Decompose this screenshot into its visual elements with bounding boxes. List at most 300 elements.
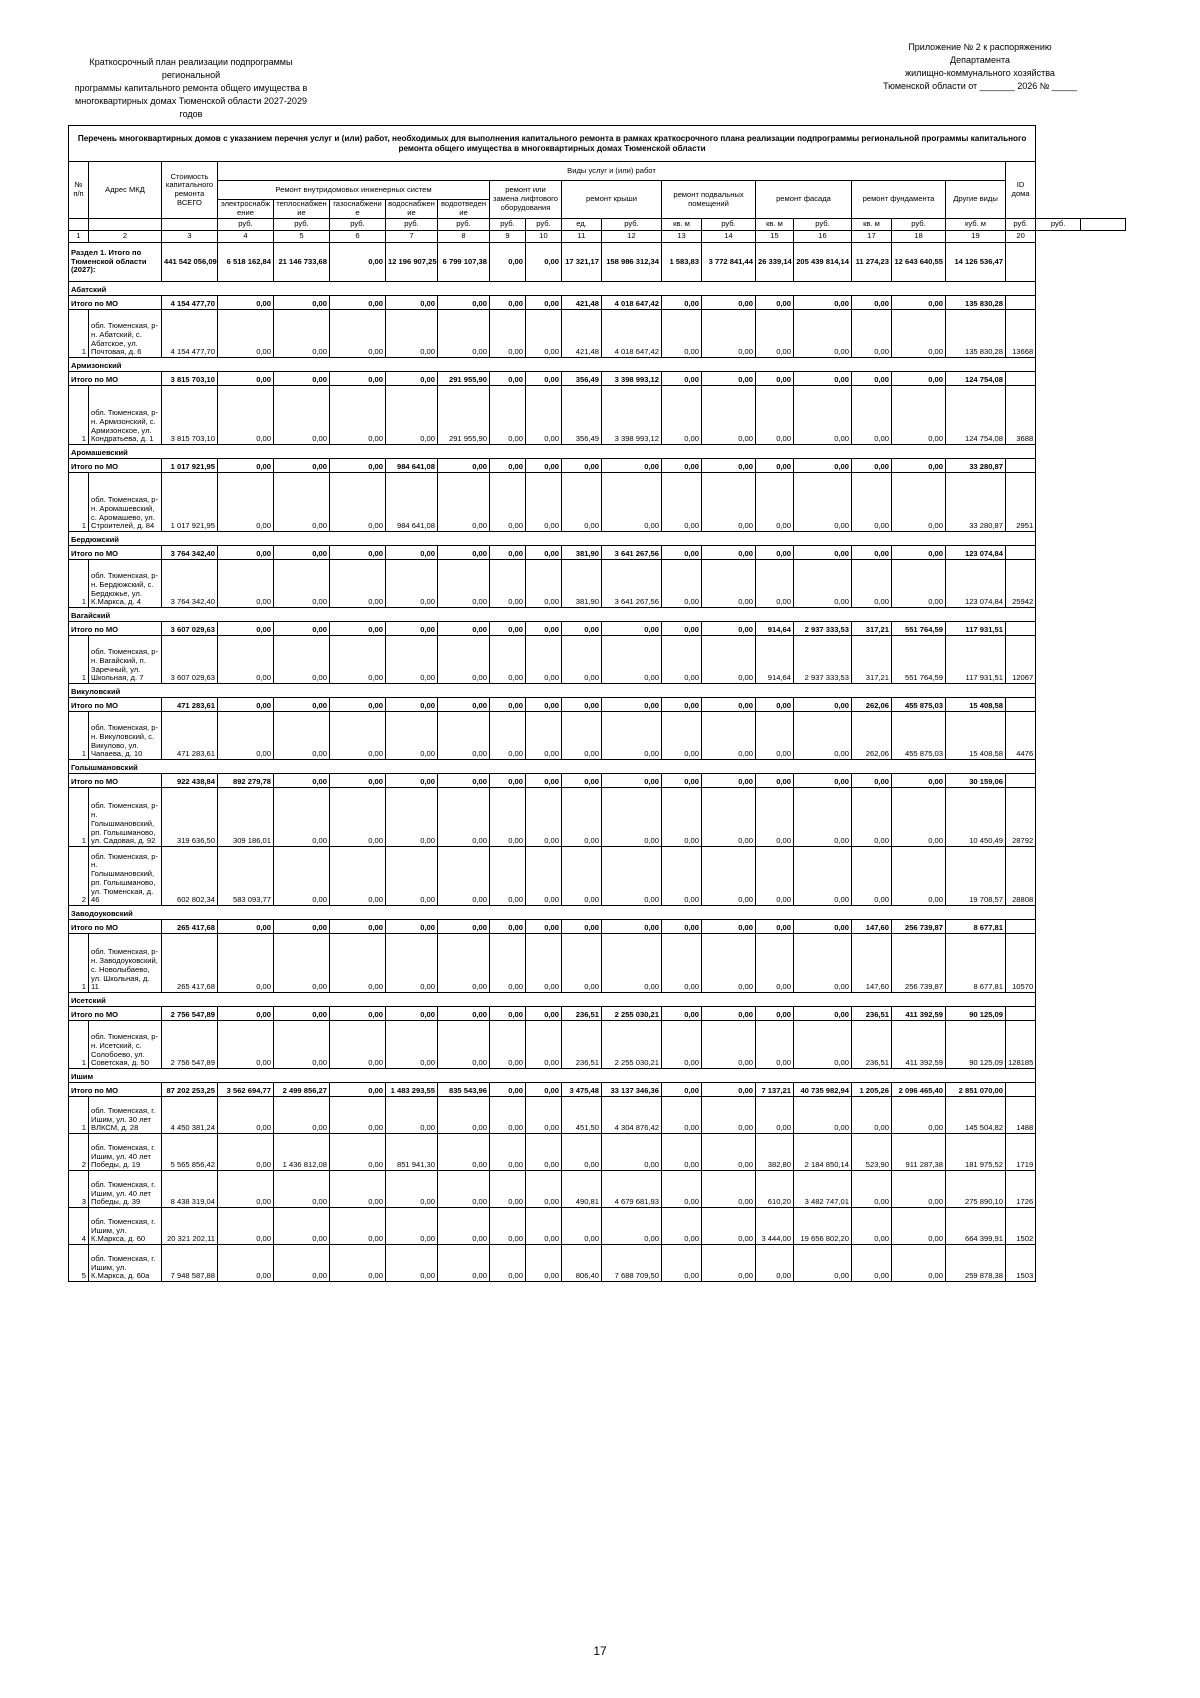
- column-number-cell: 5: [274, 231, 330, 243]
- column-number-cell: 11: [562, 231, 602, 243]
- unit-cell: руб.: [274, 219, 330, 231]
- house-value: 0,00: [662, 1245, 702, 1282]
- house-address: обл. Тюменская, р-н. Вагайский, п. Заречный, ул. Школьная, д. 7: [89, 636, 162, 684]
- municipality-sum-value: 455 875,03: [892, 698, 946, 712]
- municipality-sum-value: 0,00: [662, 296, 702, 310]
- municipality-sum-value: 0,00: [274, 296, 330, 310]
- unit-cell: руб.: [1006, 219, 1036, 231]
- municipality-sum-value: 265 417,68: [162, 920, 218, 934]
- house-row: [69, 636, 1126, 684]
- municipality-sum-value: 0,00: [526, 372, 562, 386]
- house-number: 4: [69, 1208, 89, 1245]
- municipality-sum-value: 0,00: [218, 920, 274, 934]
- house-address: обл. Тюменская, р-н. Абатский, с. Абатское, ул. Почтовая, д. 6: [89, 310, 162, 358]
- house-value: 3 398 993,12: [602, 386, 662, 445]
- house-address: обл. Тюменская, г. Ишим, ул. К.Маркса, д. 60а: [89, 1245, 162, 1282]
- municipality-sum-label: Итого по МО: [69, 1007, 162, 1021]
- house-value: 0,00: [526, 386, 562, 445]
- municipality-sum-value: 0,00: [794, 920, 852, 934]
- municipality-sum-value: 0,00: [330, 622, 386, 636]
- house-value: 0,00: [330, 560, 386, 608]
- column-number-cell: 19: [946, 231, 1006, 243]
- column-number-cell: 18: [892, 231, 946, 243]
- municipality-sum-value: 1 017 921,95: [162, 459, 218, 473]
- house-value: 0,00: [330, 473, 386, 532]
- units-row: [69, 219, 1126, 231]
- house-id: 1502: [1006, 1208, 1036, 1245]
- municipality-sum-value: 87 202 253,25: [162, 1083, 218, 1097]
- house-id: 12067: [1006, 636, 1036, 684]
- house-value: 0,00: [756, 310, 794, 358]
- municipality-sum-row: [69, 1083, 1126, 1097]
- municipality-sum-value: 3 398 993,12: [602, 372, 662, 386]
- column-number-cell: 17: [852, 231, 892, 243]
- house-value: 0,00: [892, 386, 946, 445]
- municipality-sum-value: 40 735 982,94: [794, 1083, 852, 1097]
- municipality-sum-id-empty: [1006, 698, 1036, 712]
- municipality-sum-id-empty: [1006, 622, 1036, 636]
- house-value: 0,00: [702, 636, 756, 684]
- municipality-sum-value: 0,00: [386, 372, 438, 386]
- municipality-sum-value: 317,21: [852, 622, 892, 636]
- municipality-sum-value: 3 475,48: [562, 1083, 602, 1097]
- unit-cell: ед.: [562, 219, 602, 231]
- house-value: 0,00: [330, 1245, 386, 1282]
- municipality-sum-value: 256 739,87: [892, 920, 946, 934]
- municipality-sum-value: 0,00: [526, 774, 562, 788]
- municipality-sum-value: 2 096 465,40: [892, 1083, 946, 1097]
- house-value: 0,00: [794, 934, 852, 993]
- house-value: 0,00: [892, 847, 946, 906]
- col-header-cost: Стоимость капитального ремонта ВСЕГО: [162, 162, 218, 219]
- municipality-sum-value: 0,00: [794, 372, 852, 386]
- house-value: 275 890,10: [946, 1171, 1006, 1208]
- house-value: 0,00: [702, 560, 756, 608]
- header-right-line: Приложение № 2 к распоряжению Департамента: [908, 42, 1052, 65]
- municipality-sum-value: 0,00: [386, 546, 438, 560]
- municipality-sum-value: 356,49: [562, 372, 602, 386]
- house-value: 147,60: [852, 934, 892, 993]
- municipality-sum-value: 0,00: [218, 1007, 274, 1021]
- region-total-row: [69, 243, 1126, 282]
- column-number-cell: 10: [526, 231, 562, 243]
- house-value: 0,00: [274, 1245, 330, 1282]
- municipality-sum-value: 0,00: [702, 1007, 756, 1021]
- house-value: 259 878,38: [946, 1245, 1006, 1282]
- house-value: 0,00: [386, 1245, 438, 1282]
- municipality-sum-value: 262,06: [852, 698, 892, 712]
- municipality-name: Вагайский: [69, 608, 1036, 622]
- house-value: 0,00: [490, 1134, 526, 1171]
- municipality-name-row: [69, 993, 1126, 1007]
- house-value: 0,00: [794, 386, 852, 445]
- house-value: 0,00: [490, 1245, 526, 1282]
- house-value: 0,00: [702, 1097, 756, 1134]
- house-value: 4 304 876,42: [602, 1097, 662, 1134]
- municipality-name-row: [69, 445, 1126, 459]
- house-value: 0,00: [490, 1021, 526, 1069]
- house-value: 0,00: [794, 1245, 852, 1282]
- house-value: 0,00: [274, 636, 330, 684]
- house-value: 0,00: [852, 1245, 892, 1282]
- municipality-name-row: [69, 760, 1126, 774]
- house-value: 0,00: [756, 788, 794, 847]
- house-value: 0,00: [386, 310, 438, 358]
- municipality-name-row: [69, 608, 1126, 622]
- house-value: 0,00: [892, 560, 946, 608]
- municipality-sum-value: 2 851 070,00: [946, 1083, 1006, 1097]
- region-total-value: 3 772 841,44: [702, 243, 756, 282]
- house-address: обл. Тюменская, р-н. Викуловский, с. Викулово, ул. Чапаева, д. 10: [89, 712, 162, 760]
- municipality-name-row: [69, 684, 1126, 698]
- house-value: 0,00: [526, 934, 562, 993]
- house-value: 0,00: [852, 310, 892, 358]
- municipality-sum-id-empty: [1006, 459, 1036, 473]
- municipality-sum-value: 0,00: [526, 1083, 562, 1097]
- municipality-sum-value: 3 764 342,40: [162, 546, 218, 560]
- municipality-sum-row: [69, 920, 1126, 934]
- house-value: 0,00: [602, 712, 662, 760]
- municipality-sum-value: 0,00: [562, 920, 602, 934]
- house-address: обл. Тюменская, г. Ишим, ул. К.Маркса, д. 60: [89, 1208, 162, 1245]
- house-value: 0,00: [490, 473, 526, 532]
- municipality-sum-value: 0,00: [852, 546, 892, 560]
- header-right-line: Тюменской области от _______ 2026 № _____: [883, 81, 1077, 91]
- house-value: 0,00: [218, 560, 274, 608]
- municipality-sum-value: 2 499 856,27: [274, 1083, 330, 1097]
- col-header-gas: газоснабжение: [330, 200, 386, 219]
- municipality-sum-value: 0,00: [662, 774, 702, 788]
- house-value: 0,00: [218, 1021, 274, 1069]
- house-value: 291 955,90: [438, 386, 490, 445]
- house-value: 523,90: [852, 1134, 892, 1171]
- house-value: 0,00: [526, 1245, 562, 1282]
- house-value: 851 941,30: [386, 1134, 438, 1171]
- municipality-sum-value: 0,00: [794, 774, 852, 788]
- house-value: 317,21: [852, 636, 892, 684]
- municipality-sum-value: 0,00: [490, 920, 526, 934]
- municipality-sum-label: Итого по МО: [69, 698, 162, 712]
- column-number-cell: 16: [794, 231, 852, 243]
- municipality-sum-id-empty: [1006, 372, 1036, 386]
- municipality-name: Армизонский: [69, 358, 1036, 372]
- municipality-sum-value: 0,00: [490, 698, 526, 712]
- municipality-sum-value: 0,00: [330, 459, 386, 473]
- house-value: 0,00: [490, 934, 526, 993]
- house-value: 145 504,82: [946, 1097, 1006, 1134]
- house-value: 0,00: [274, 473, 330, 532]
- col-header-n: № п/п: [69, 162, 89, 219]
- house-value: 411 392,59: [892, 1021, 946, 1069]
- house-value: 0,00: [386, 1097, 438, 1134]
- municipality-sum-value: 0,00: [218, 296, 274, 310]
- house-number: 1: [69, 636, 89, 684]
- house-value: 0,00: [562, 712, 602, 760]
- house-id: 1488: [1006, 1097, 1036, 1134]
- house-value: 0,00: [562, 934, 602, 993]
- house-row: [69, 1208, 1126, 1245]
- house-address: обл. Тюменская, р-н. Голышмановский, рп. Голышманово, ул. Садовая, д. 92: [89, 788, 162, 847]
- col-header-basement: ремонт подвальных помещений: [662, 181, 756, 219]
- municipality-sum-value: 2 937 333,53: [794, 622, 852, 636]
- house-value: 0,00: [702, 473, 756, 532]
- house-value: 0,00: [438, 636, 490, 684]
- municipality-sum-value: 0,00: [274, 1007, 330, 1021]
- house-value: 0,00: [756, 712, 794, 760]
- municipality-sum-value: 0,00: [438, 698, 490, 712]
- house-id: 13668: [1006, 310, 1036, 358]
- house-value: 0,00: [438, 1171, 490, 1208]
- house-value: 356,49: [562, 386, 602, 445]
- house-value: 0,00: [662, 1134, 702, 1171]
- municipality-sum-value: 0,00: [490, 459, 526, 473]
- house-value: 0,00: [274, 847, 330, 906]
- municipality-sum-value: 33 137 346,36: [602, 1083, 662, 1097]
- municipality-sum-row: [69, 296, 1126, 310]
- house-value: 0,00: [756, 934, 794, 993]
- municipality-sum-row: [69, 1007, 1126, 1021]
- municipality-sum-value: 0,00: [274, 459, 330, 473]
- unit-cell: руб.: [490, 219, 526, 231]
- municipality-sum-value: 0,00: [756, 546, 794, 560]
- house-value: 3 444,00: [756, 1208, 794, 1245]
- house-value: 0,00: [526, 636, 562, 684]
- house-value: 0,00: [438, 1134, 490, 1171]
- house-number: 2: [69, 847, 89, 906]
- house-value: 0,00: [438, 934, 490, 993]
- house-value: 0,00: [274, 560, 330, 608]
- municipality-sum-id-empty: [1006, 1007, 1036, 1021]
- house-row: [69, 1021, 1126, 1069]
- column-number-cell: 2: [89, 231, 162, 243]
- house-number: 1: [69, 386, 89, 445]
- region-total-value: 12 643 640,55: [892, 243, 946, 282]
- column-number-cell: 12: [602, 231, 662, 243]
- municipality-sum-value: 0,00: [330, 546, 386, 560]
- house-value: 0,00: [602, 934, 662, 993]
- house-value: 0,00: [662, 310, 702, 358]
- house-value: 0,00: [662, 560, 702, 608]
- house-value: 0,00: [330, 1208, 386, 1245]
- repair-plan-table: [68, 125, 1126, 1282]
- municipality-sum-value: 0,00: [702, 622, 756, 636]
- house-value: 0,00: [274, 310, 330, 358]
- house-value: 0,00: [562, 636, 602, 684]
- house-address: обл. Тюменская, р-н. Армизонский, с. Армизонское, ул. Кондратьева, д. 1: [89, 386, 162, 445]
- house-value: 0,00: [662, 712, 702, 760]
- house-value: 0,00: [662, 934, 702, 993]
- house-value: 10 450,49: [946, 788, 1006, 847]
- municipality-sum-value: 0,00: [852, 459, 892, 473]
- house-value: 0,00: [274, 934, 330, 993]
- column-number-cell: 14: [702, 231, 756, 243]
- municipality-sum-value: 7 137,21: [756, 1083, 794, 1097]
- house-value: 0,00: [794, 310, 852, 358]
- house-value: 4 154 477,70: [162, 310, 218, 358]
- house-value: 0,00: [386, 386, 438, 445]
- house-value: 0,00: [490, 386, 526, 445]
- house-number: 5: [69, 1245, 89, 1282]
- house-value: 123 074,84: [946, 560, 1006, 608]
- municipality-sum-row: [69, 546, 1126, 560]
- column-number-cell: 3: [162, 231, 218, 243]
- municipality-sum-row: [69, 622, 1126, 636]
- house-value: 0,00: [330, 1134, 386, 1171]
- municipality-sum-value: 1 483 293,55: [386, 1083, 438, 1097]
- column-numbers-row: [69, 231, 1126, 243]
- house-value: 0,00: [218, 1208, 274, 1245]
- municipality-sum-value: 411 392,59: [892, 1007, 946, 1021]
- col-header-work-types: Виды услуг и (или) работ: [218, 162, 1006, 181]
- house-value: 0,00: [702, 1134, 756, 1171]
- municipality-sum-value: 0,00: [438, 774, 490, 788]
- table-title: Перечень многоквартирных домов с указанием перечня услуг и (или) работ, необходимых для выполнения капитального ремонта в рамках краткосрочного плана реализации подпрограммы региональной программы капитального ремонта общего имущества в многоквартирных домах Тюменской области: [69, 126, 1036, 162]
- municipality-sum-value: 15 408,58: [946, 698, 1006, 712]
- municipality-sum-value: 0,00: [274, 698, 330, 712]
- municipality-sum-value: 0,00: [892, 296, 946, 310]
- municipality-sum-value: 0,00: [602, 920, 662, 934]
- house-address: обл. Тюменская, р-н. Исетский, с. Солобоево, ул. Советская, д. 50: [89, 1021, 162, 1069]
- unit-cell: руб.: [330, 219, 386, 231]
- house-value: 0,00: [386, 1021, 438, 1069]
- municipality-sum-value: 0,00: [330, 698, 386, 712]
- house-value: 602 802,34: [162, 847, 218, 906]
- municipality-sum-value: 2 255 030,21: [602, 1007, 662, 1021]
- municipality-sum-value: 291 955,90: [438, 372, 490, 386]
- column-number-cell: 4: [218, 231, 274, 243]
- house-row: [69, 310, 1126, 358]
- municipality-sum-value: 0,00: [274, 774, 330, 788]
- municipality-sum-value: 0,00: [438, 546, 490, 560]
- house-value: 0,00: [438, 1208, 490, 1245]
- municipality-sum-value: 0,00: [330, 774, 386, 788]
- municipality-sum-value: 914,64: [756, 622, 794, 636]
- municipality-sum-value: 0,00: [662, 546, 702, 560]
- house-value: 15 408,58: [946, 712, 1006, 760]
- municipality-sum-value: 471 283,61: [162, 698, 218, 712]
- municipality-sum-value: 0,00: [490, 1007, 526, 1021]
- municipality-sum-value: 0,00: [702, 372, 756, 386]
- house-value: 0,00: [274, 712, 330, 760]
- municipality-sum-value: 0,00: [562, 459, 602, 473]
- house-value: 0,00: [438, 847, 490, 906]
- house-value: 0,00: [602, 788, 662, 847]
- house-value: 0,00: [218, 1245, 274, 1282]
- house-value: 0,00: [662, 788, 702, 847]
- municipality-sum-row: [69, 372, 1126, 386]
- house-value: 3 482 747,01: [794, 1171, 852, 1208]
- municipality-sum-value: 0,00: [702, 459, 756, 473]
- house-value: 0,00: [756, 1021, 794, 1069]
- house-value: 20 321 202,11: [162, 1208, 218, 1245]
- municipality-sum-value: 0,00: [274, 546, 330, 560]
- house-value: 0,00: [386, 712, 438, 760]
- house-value: 135 830,28: [946, 310, 1006, 358]
- municipality-name: Викуловский: [69, 684, 1036, 698]
- house-value: 0,00: [562, 1134, 602, 1171]
- house-value: 455 875,03: [892, 712, 946, 760]
- region-total-value: 158 986 312,34: [602, 243, 662, 282]
- house-value: 0,00: [218, 934, 274, 993]
- municipality-sum-value: 0,00: [756, 459, 794, 473]
- house-value: 265 417,68: [162, 934, 218, 993]
- house-value: 0,00: [330, 712, 386, 760]
- unit-cell: руб.: [438, 219, 490, 231]
- house-value: 33 280,87: [946, 473, 1006, 532]
- house-value: 0,00: [526, 1097, 562, 1134]
- house-value: 0,00: [274, 386, 330, 445]
- municipality-sum-value: 0,00: [490, 372, 526, 386]
- house-number: 2: [69, 1134, 89, 1171]
- municipality-sum-value: 124 754,08: [946, 372, 1006, 386]
- house-value: 0,00: [386, 1208, 438, 1245]
- house-number: 1: [69, 1021, 89, 1069]
- municipality-sum-value: 0,00: [756, 296, 794, 310]
- municipality-sum-value: 30 159,06: [946, 774, 1006, 788]
- house-value: 0,00: [602, 636, 662, 684]
- house-value: 0,00: [386, 847, 438, 906]
- municipality-name-row: [69, 532, 1126, 546]
- house-value: 0,00: [330, 310, 386, 358]
- house-value: 0,00: [602, 1208, 662, 1245]
- house-value: 0,00: [526, 847, 562, 906]
- house-id: 128185: [1006, 1021, 1036, 1069]
- house-value: 0,00: [662, 1208, 702, 1245]
- municipality-sum-value: 0,00: [794, 698, 852, 712]
- house-value: 7 688 709,50: [602, 1245, 662, 1282]
- house-value: 0,00: [794, 788, 852, 847]
- house-value: 0,00: [218, 386, 274, 445]
- region-total-value: 6 799 107,38: [438, 243, 490, 282]
- house-value: 0,00: [702, 788, 756, 847]
- house-row: [69, 560, 1126, 608]
- house-value: 0,00: [386, 1171, 438, 1208]
- house-value: 0,00: [702, 1021, 756, 1069]
- house-value: 181 975,52: [946, 1134, 1006, 1171]
- house-row: [69, 1134, 1126, 1171]
- municipality-sum-label: Итого по МО: [69, 372, 162, 386]
- house-value: 664 399,91: [946, 1208, 1006, 1245]
- house-value: 0,00: [562, 473, 602, 532]
- municipality-sum-value: 0,00: [386, 774, 438, 788]
- house-value: 0,00: [794, 1097, 852, 1134]
- house-value: 0,00: [490, 636, 526, 684]
- house-id: 4476: [1006, 712, 1036, 760]
- municipality-sum-value: 147,60: [852, 920, 892, 934]
- municipality-sum-value: 984 641,08: [386, 459, 438, 473]
- house-value: 0,00: [702, 1208, 756, 1245]
- municipality-sum-value: 0,00: [330, 1083, 386, 1097]
- municipality-sum-value: 0,00: [386, 622, 438, 636]
- house-number: 1: [69, 560, 89, 608]
- municipality-sum-label: Итого по МО: [69, 774, 162, 788]
- municipality-name: Абатский: [69, 282, 1036, 296]
- house-value: 3 641 267,56: [602, 560, 662, 608]
- house-value: 0,00: [526, 1134, 562, 1171]
- municipality-sum-label: Итого по МО: [69, 1083, 162, 1097]
- house-value: 0,00: [330, 934, 386, 993]
- house-row: [69, 1097, 1126, 1134]
- document-header-left: [66, 56, 316, 121]
- municipality-sum-value: 0,00: [386, 1007, 438, 1021]
- municipality-sum-value: 3 562 694,77: [218, 1083, 274, 1097]
- unit-cell: руб.: [794, 219, 852, 231]
- region-total-value: 205 439 814,14: [794, 243, 852, 282]
- house-value: 0,00: [526, 1021, 562, 1069]
- municipality-sum-label: Итого по МО: [69, 546, 162, 560]
- house-value: 0,00: [756, 473, 794, 532]
- house-value: 0,00: [218, 473, 274, 532]
